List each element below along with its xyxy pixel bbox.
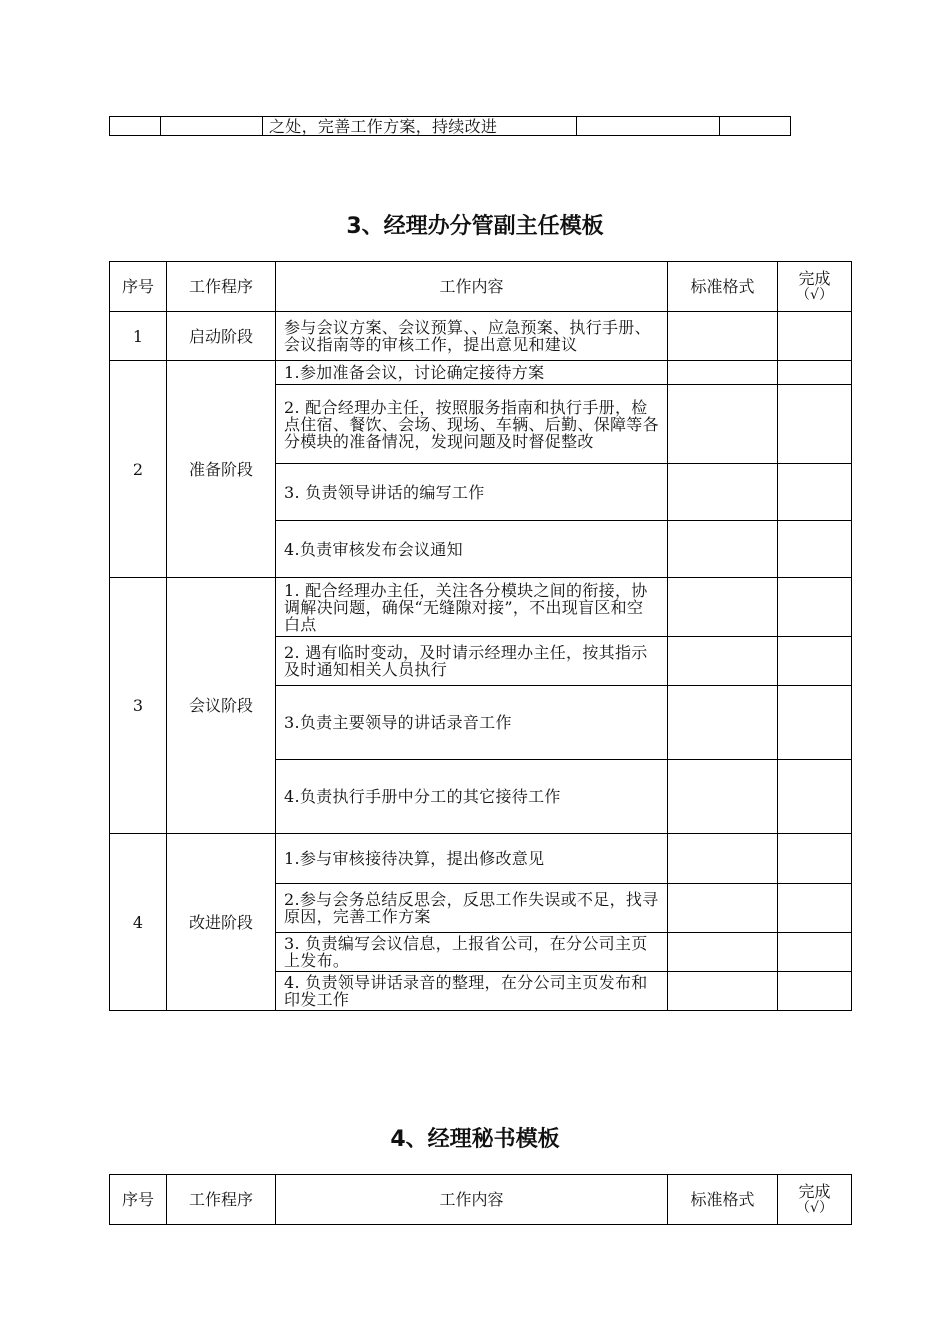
done-cell xyxy=(778,686,852,760)
header-format: 标准格式 xyxy=(668,262,778,312)
table-row xyxy=(110,834,852,884)
cell-empty xyxy=(577,117,720,136)
format-cell xyxy=(668,972,778,1011)
header-content: 工作内容 xyxy=(276,262,668,312)
work-content: 参与会议方案、会议预算、、应急预案、执行手册、会议指南等的审核工作，提出意见和建议 xyxy=(276,312,668,361)
header-done xyxy=(778,1175,852,1225)
cell-empty xyxy=(720,117,791,136)
format-cell xyxy=(668,933,778,972)
work-content: 1. 配合经理办主任，关注各分模块之间的衔接，协调解决问题，确保“无缝隙对接”，不出现盲区和空白点 xyxy=(276,578,668,637)
cell-empty xyxy=(110,117,161,136)
format-cell xyxy=(668,578,778,637)
header-done-label: 完成 xyxy=(798,269,831,288)
header-procedure: 工作程序 xyxy=(167,262,276,312)
header-no: 序号 xyxy=(110,1175,167,1225)
format-cell xyxy=(668,834,778,884)
stage-name: 改进阶段 xyxy=(167,834,276,1011)
done-cell xyxy=(778,884,852,933)
done-cell xyxy=(778,933,852,972)
work-content: 2.参与会务总结反思会，反思工作失误或不足，找寻原因，完善工作方案 xyxy=(276,884,668,933)
fragment-content: 之处，完善工作方案，持续改进 xyxy=(263,117,577,136)
work-content: 2. 遇有临时变动，及时请示经理办主任，按其指示及时通知相关人员执行 xyxy=(276,637,668,686)
work-content: 1.参与审核接待决算，提出修改意见 xyxy=(276,834,668,884)
format-cell xyxy=(668,760,778,834)
section4-table xyxy=(109,1174,852,1225)
header-row xyxy=(110,1175,852,1225)
table-row xyxy=(110,312,852,361)
header-done xyxy=(778,262,852,312)
work-content: 2. 配合经理办主任，按照服务指南和执行手册，检点住宿、餐饮、会场、现场、车辆、后勤、保障等各分模块的准备情况，发现问题及时督促整改 xyxy=(276,385,668,464)
done-cell xyxy=(778,834,852,884)
stage-name: 准备阶段 xyxy=(167,361,276,578)
work-content: 3.负责主要领导的讲话录音工作 xyxy=(276,686,668,760)
table-row xyxy=(110,361,852,385)
format-cell xyxy=(668,464,778,521)
format-cell xyxy=(668,312,778,361)
header-no: 序号 xyxy=(110,262,167,312)
header-done-label: 完成 xyxy=(798,1182,831,1201)
stage-no: 4 xyxy=(110,834,167,1011)
header-content: 工作内容 xyxy=(276,1175,668,1225)
table-row xyxy=(110,578,852,637)
done-cell xyxy=(778,385,852,464)
header-done-mark: （√） xyxy=(796,1200,833,1216)
header-procedure: 工作程序 xyxy=(167,1175,276,1225)
stage-name: 会议阶段 xyxy=(167,578,276,834)
done-cell xyxy=(778,464,852,521)
header-done-mark: （√） xyxy=(796,287,833,303)
format-cell xyxy=(668,637,778,686)
work-content: 4. 负责领导讲话录音的整理，在分公司主页发布和印发工作 xyxy=(276,972,668,1011)
stage-name: 启动阶段 xyxy=(167,312,276,361)
done-cell xyxy=(778,637,852,686)
done-cell xyxy=(778,972,852,1011)
done-cell xyxy=(778,312,852,361)
cell-empty xyxy=(161,117,263,136)
done-cell xyxy=(778,578,852,637)
stage-no: 1 xyxy=(110,312,167,361)
work-content: 4.负责审核发布会议通知 xyxy=(276,521,668,578)
format-cell xyxy=(668,385,778,464)
top-fragment-table xyxy=(109,116,791,136)
section3-table xyxy=(109,261,852,1011)
header-row xyxy=(110,262,852,312)
format-cell xyxy=(668,884,778,933)
done-cell xyxy=(778,760,852,834)
stage-no: 3 xyxy=(110,578,167,834)
work-content: 1.参加准备会议，讨论确定接待方案 xyxy=(276,361,668,385)
done-cell xyxy=(778,361,852,385)
format-cell xyxy=(668,361,778,385)
format-cell xyxy=(668,686,778,760)
work-content: 3. 负责编写会议信息，上报省公司，在分公司主页上发布。 xyxy=(276,933,668,972)
stage-no: 2 xyxy=(110,361,167,578)
format-cell xyxy=(668,521,778,578)
work-content: 4.负责执行手册中分工的其它接待工作 xyxy=(276,760,668,834)
done-cell xyxy=(778,521,852,578)
work-content: 3. 负责领导讲话的编写工作 xyxy=(276,464,668,521)
header-format: 标准格式 xyxy=(668,1175,778,1225)
section3-title: 3、经理办分管副主任模板 xyxy=(346,214,604,239)
section4-title: 4、经理秘书模板 xyxy=(390,1127,560,1152)
